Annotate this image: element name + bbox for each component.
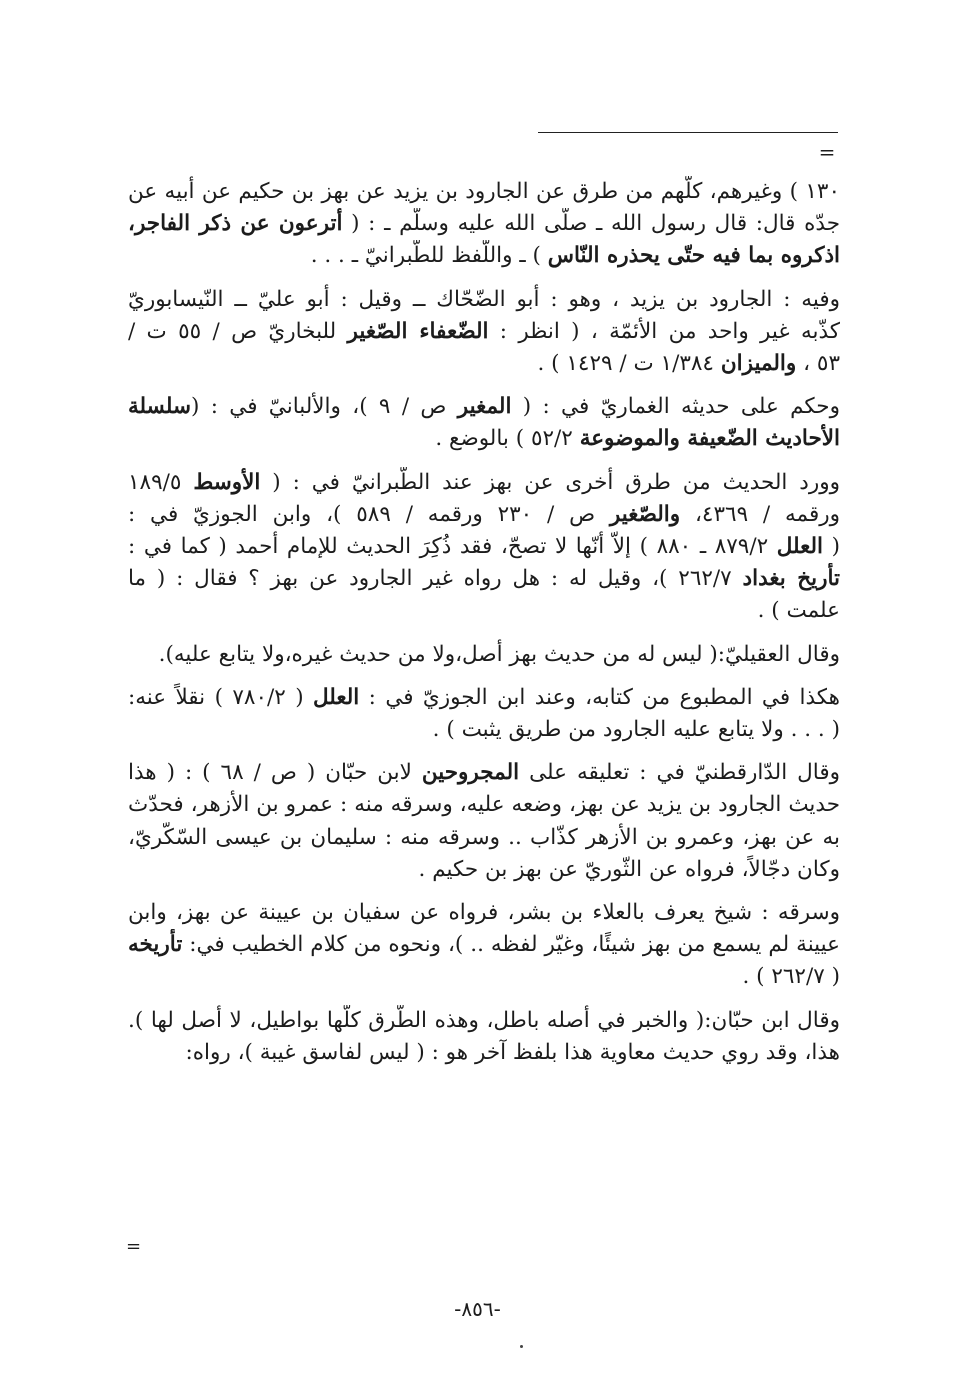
text-line: ١٣٠ ) وغيرهم، كلّهم من طرق عن الجارود بن يزيد عن بهز بن حكيم عن أبيه عن	[128, 179, 840, 204]
paragraph	[128, 682, 840, 746]
text-line: ( . . . ولا يتابع عليه الجارود من طريق يثبت ) .	[432, 717, 840, 743]
footnote-continuation-mark: =	[818, 140, 836, 164]
text-line: وسرقه : شيخ يعرف بالعلاء بن بشر، فرواه عن سفيان بن عيينة عن بهز، وابن	[128, 900, 840, 926]
text-line: ( ٢٦٢/٧ ) .	[742, 964, 840, 990]
text-line: وقال ابن حبّان:( والخبر في أصله باطل، وهذه الطّرق كلّها بواطيل، لا أصل لها ).	[128, 1007, 840, 1033]
continuation-mark-bottom: =	[126, 1236, 142, 1257]
text-line: اذكروه بما فيه حتّى يحذره النّاس ) ـ واللّفظ للطّبرانيّ ـ . . .	[310, 243, 840, 269]
print-dot	[520, 1345, 523, 1348]
paragraph	[128, 284, 840, 381]
text-line: هكذا في المطبوع من كتابه، وعند ابن الجوزيّ في : العلل ( ٧٨٠/٢ ) نقلاً عنه:	[128, 684, 840, 710]
text-line: وحكم على حديثه الغماريّ في : ( المغير ص / ٩ )، والألبانيّ في : (سلسلة	[128, 394, 840, 420]
text-line: حديث الجارود بن يزيد عن بهز، وضعه عليه، وسرقه منه : عمرو بن الأزهر، فحدّث	[128, 792, 840, 818]
text-line: وكان دجّالاً، فرواه عن الثّوريّ عن بهز بن حكيم .	[418, 856, 840, 882]
text-line: وورد الحديث من طرق أخرى عن بهز عند الطّبرانيّ في : ( الأوسط ١٨٩/٥	[128, 469, 840, 495]
page-number: -٨٥٦-	[454, 1297, 501, 1321]
paragraph	[128, 639, 840, 671]
text-line: ( العلل ٨٧٩/٢ ـ ٨٨٠ ) إلاّ أنّها لا تصحّ، فقد ذُكِرَ الحديث للإمام أحمد ( كما في :	[128, 534, 840, 560]
paragraph	[128, 176, 840, 273]
text-line: ٥٣ ، والميزان ١/٣٨٤ ت / ١٤٢٩ ) .	[537, 351, 840, 377]
text-line: الأحاديث الضّعيفة والموضوعة ٥٢/٢ ) بالوضع .	[435, 426, 840, 452]
text-line: هذا، وقد روي حديث معاوية هذا بلفظ آخر هو : ( ليس لفاسق غيبة )، رواه:	[185, 1039, 840, 1065]
text-line: به عن بهز، وعمرو بن الأزهر كذّاب .. وسرقه منه : سليمان بن عيسى السّكّريّ،	[128, 824, 840, 850]
paragraph	[128, 467, 840, 628]
text-line: جدّه قال: قال رسول الله ـ صلّى الله عليه وسلّم ـ : ( أترعون عن ذكر الفاجر،	[128, 211, 840, 237]
text-line: ورقمه / ٤٣٦٩، والصّغير ص / ٢٣٠ ورقمه / ٥٨٩ )، وابن الجوزيّ في :	[128, 501, 840, 527]
text-line: كذّبه غير واحد من الأئمّة ، ( انظر : الضّعفاء الصّغير للبخاريّ ص / ٥٥ ت /	[128, 318, 840, 344]
footnote-separator-rule	[538, 132, 838, 133]
footnote-text-block	[128, 176, 840, 1080]
text-line: وقال العقيليّ:( ليس له من حديث بهز أصل،ولا من حديث غيره،ولا يتابع عليه).	[158, 641, 840, 667]
text-line: وفيه : الجارود بن يزيد ، وهو : أبو الضّحّاك ــ وقيل : أبو عليّ ــ النّيسابوريّ	[128, 286, 840, 312]
text-line: تأريخ بغداد ٢٦٢/٧ )، وقيل له : هل رواه غير الجارود عن بهز ؟ فقال : ( ما	[128, 566, 840, 592]
paragraph	[128, 1005, 840, 1069]
paragraph	[128, 897, 840, 994]
text-line: علمت ) .	[757, 598, 840, 624]
text-line: عيينة لم يسمع من بهز شيئًا، وغيّر لفظه .. )، ونحوه من كلام الخطيب في: تأريخه	[128, 932, 840, 958]
paragraph	[128, 757, 840, 886]
paragraph	[128, 391, 840, 455]
text-line: وقال الدّارقطنيّ في : تعليقه على المجروحين لابن حبّان ( ص / ٦٨ ) : ( هذا	[128, 760, 840, 786]
